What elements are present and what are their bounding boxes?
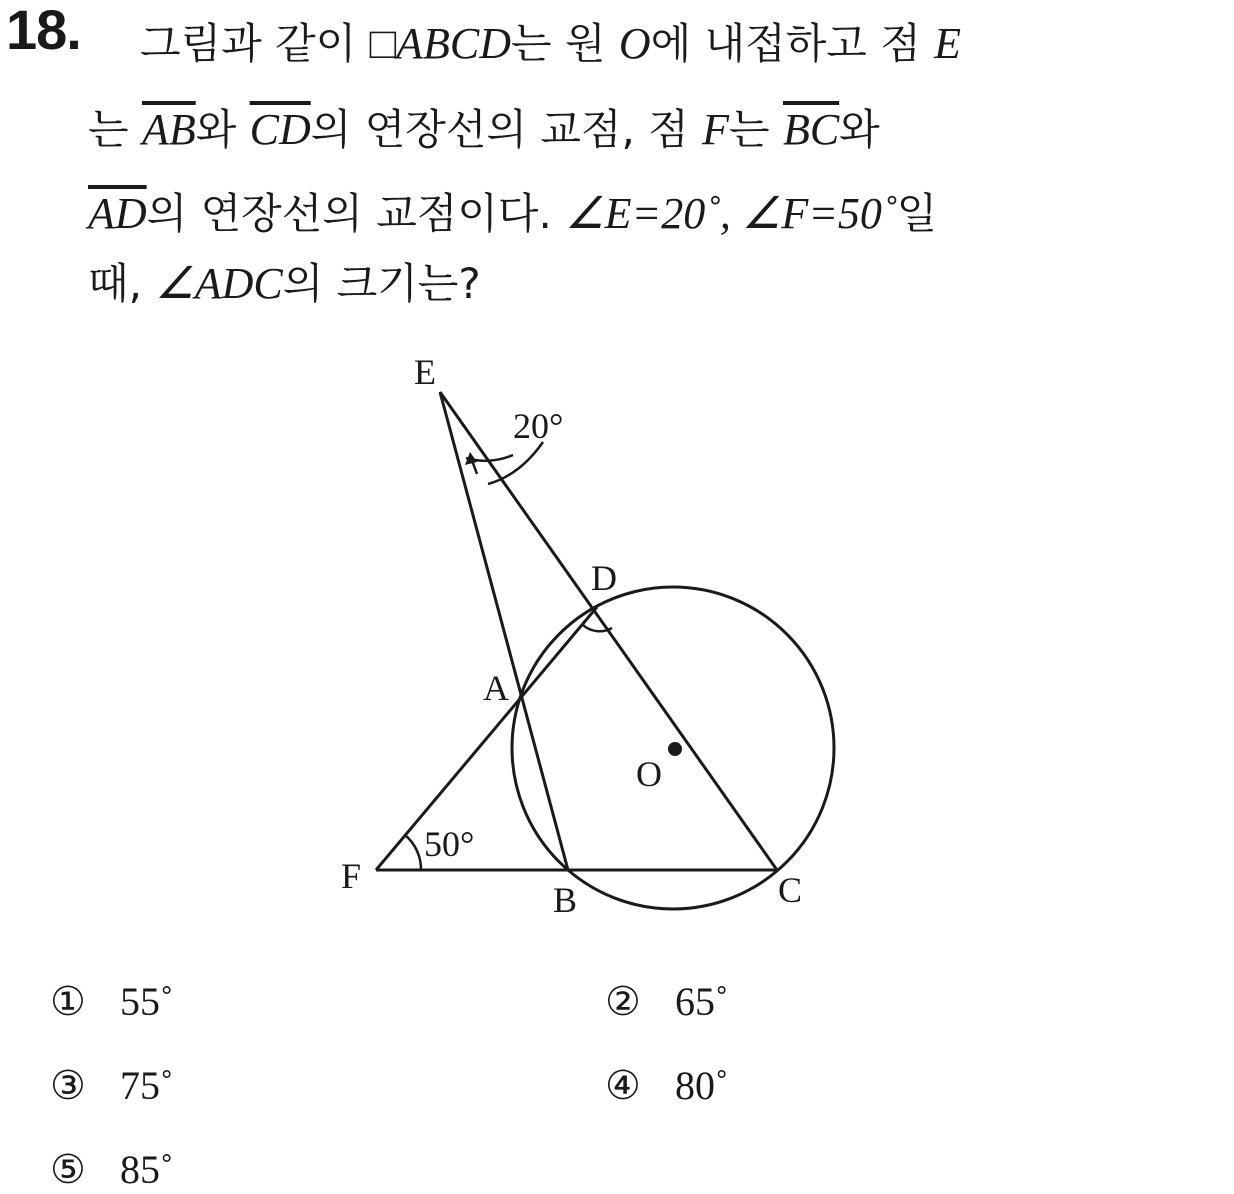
- math-expression: □ABCD: [369, 19, 512, 68]
- math-expression: ∠ADC: [155, 259, 283, 308]
- label-point-e: E: [414, 352, 436, 392]
- choice-number: ⑤: [50, 1147, 86, 1192]
- question-text: 는 원: [511, 19, 619, 68]
- math-expression: $\overline{AB}$: [141, 105, 196, 154]
- question-text: 일: [896, 189, 938, 238]
- choice-value: 80˚: [675, 1063, 729, 1108]
- question-text: 의 연장선의 교점, 점: [310, 105, 703, 154]
- math-expression: O: [618, 19, 651, 68]
- math-expression: E: [934, 19, 962, 68]
- question-text: 는: [729, 105, 783, 154]
- center-dot-o: [668, 742, 682, 756]
- question-text: 와: [195, 105, 250, 154]
- choice-1[interactable]: [50, 979, 174, 1024]
- math-expression: $\overline{BC}$: [782, 105, 840, 154]
- math-expression: $\overline{AD}$: [88, 189, 147, 238]
- label-point-c: C: [778, 870, 803, 910]
- math-expression: ∠E=20˚, ∠F=50˚: [565, 189, 897, 238]
- label-point-b: B: [553, 880, 578, 920]
- choice-number: ③: [50, 1063, 86, 1108]
- choice-number: ①: [50, 979, 86, 1024]
- segment-f-d: [376, 607, 597, 870]
- choice-3[interactable]: [50, 1063, 174, 1108]
- callout-angle-e: [488, 442, 543, 484]
- label-point-o: O: [636, 754, 662, 794]
- arc-angle-f: [405, 835, 421, 870]
- label-point-a: A: [483, 668, 509, 708]
- question-text: 와: [839, 105, 880, 154]
- choice-4[interactable]: [605, 1063, 729, 1108]
- question-text: 의 크기는?: [282, 259, 481, 308]
- label-point-d: D: [591, 558, 617, 598]
- question-text: 에 내접하고 점: [650, 19, 935, 68]
- label-angle-f: 50°: [424, 824, 475, 864]
- question-text: 그림과 같이: [140, 19, 370, 68]
- question-text: 는: [88, 105, 142, 154]
- choice-2[interactable]: [605, 979, 729, 1024]
- choice-value: 65˚: [675, 979, 729, 1024]
- question-text: 의 연장선의 교점이다.: [146, 189, 566, 238]
- choice-number: ②: [605, 979, 641, 1024]
- choice-value: 75˚: [120, 1063, 174, 1108]
- question-text: 때,: [88, 259, 156, 308]
- label-angle-e: 20°: [513, 406, 564, 446]
- question-number: 18.: [6, 0, 81, 61]
- choice-5[interactable]: [50, 1147, 174, 1192]
- choice-value: 85˚: [120, 1147, 174, 1192]
- label-point-f: F: [341, 856, 362, 896]
- math-expression: F: [702, 105, 729, 154]
- segment-e-b: [440, 392, 568, 870]
- math-expression: $\overline{CD}$: [249, 105, 311, 154]
- choice-number: ④: [605, 1063, 641, 1108]
- choice-value: 55˚: [120, 979, 174, 1024]
